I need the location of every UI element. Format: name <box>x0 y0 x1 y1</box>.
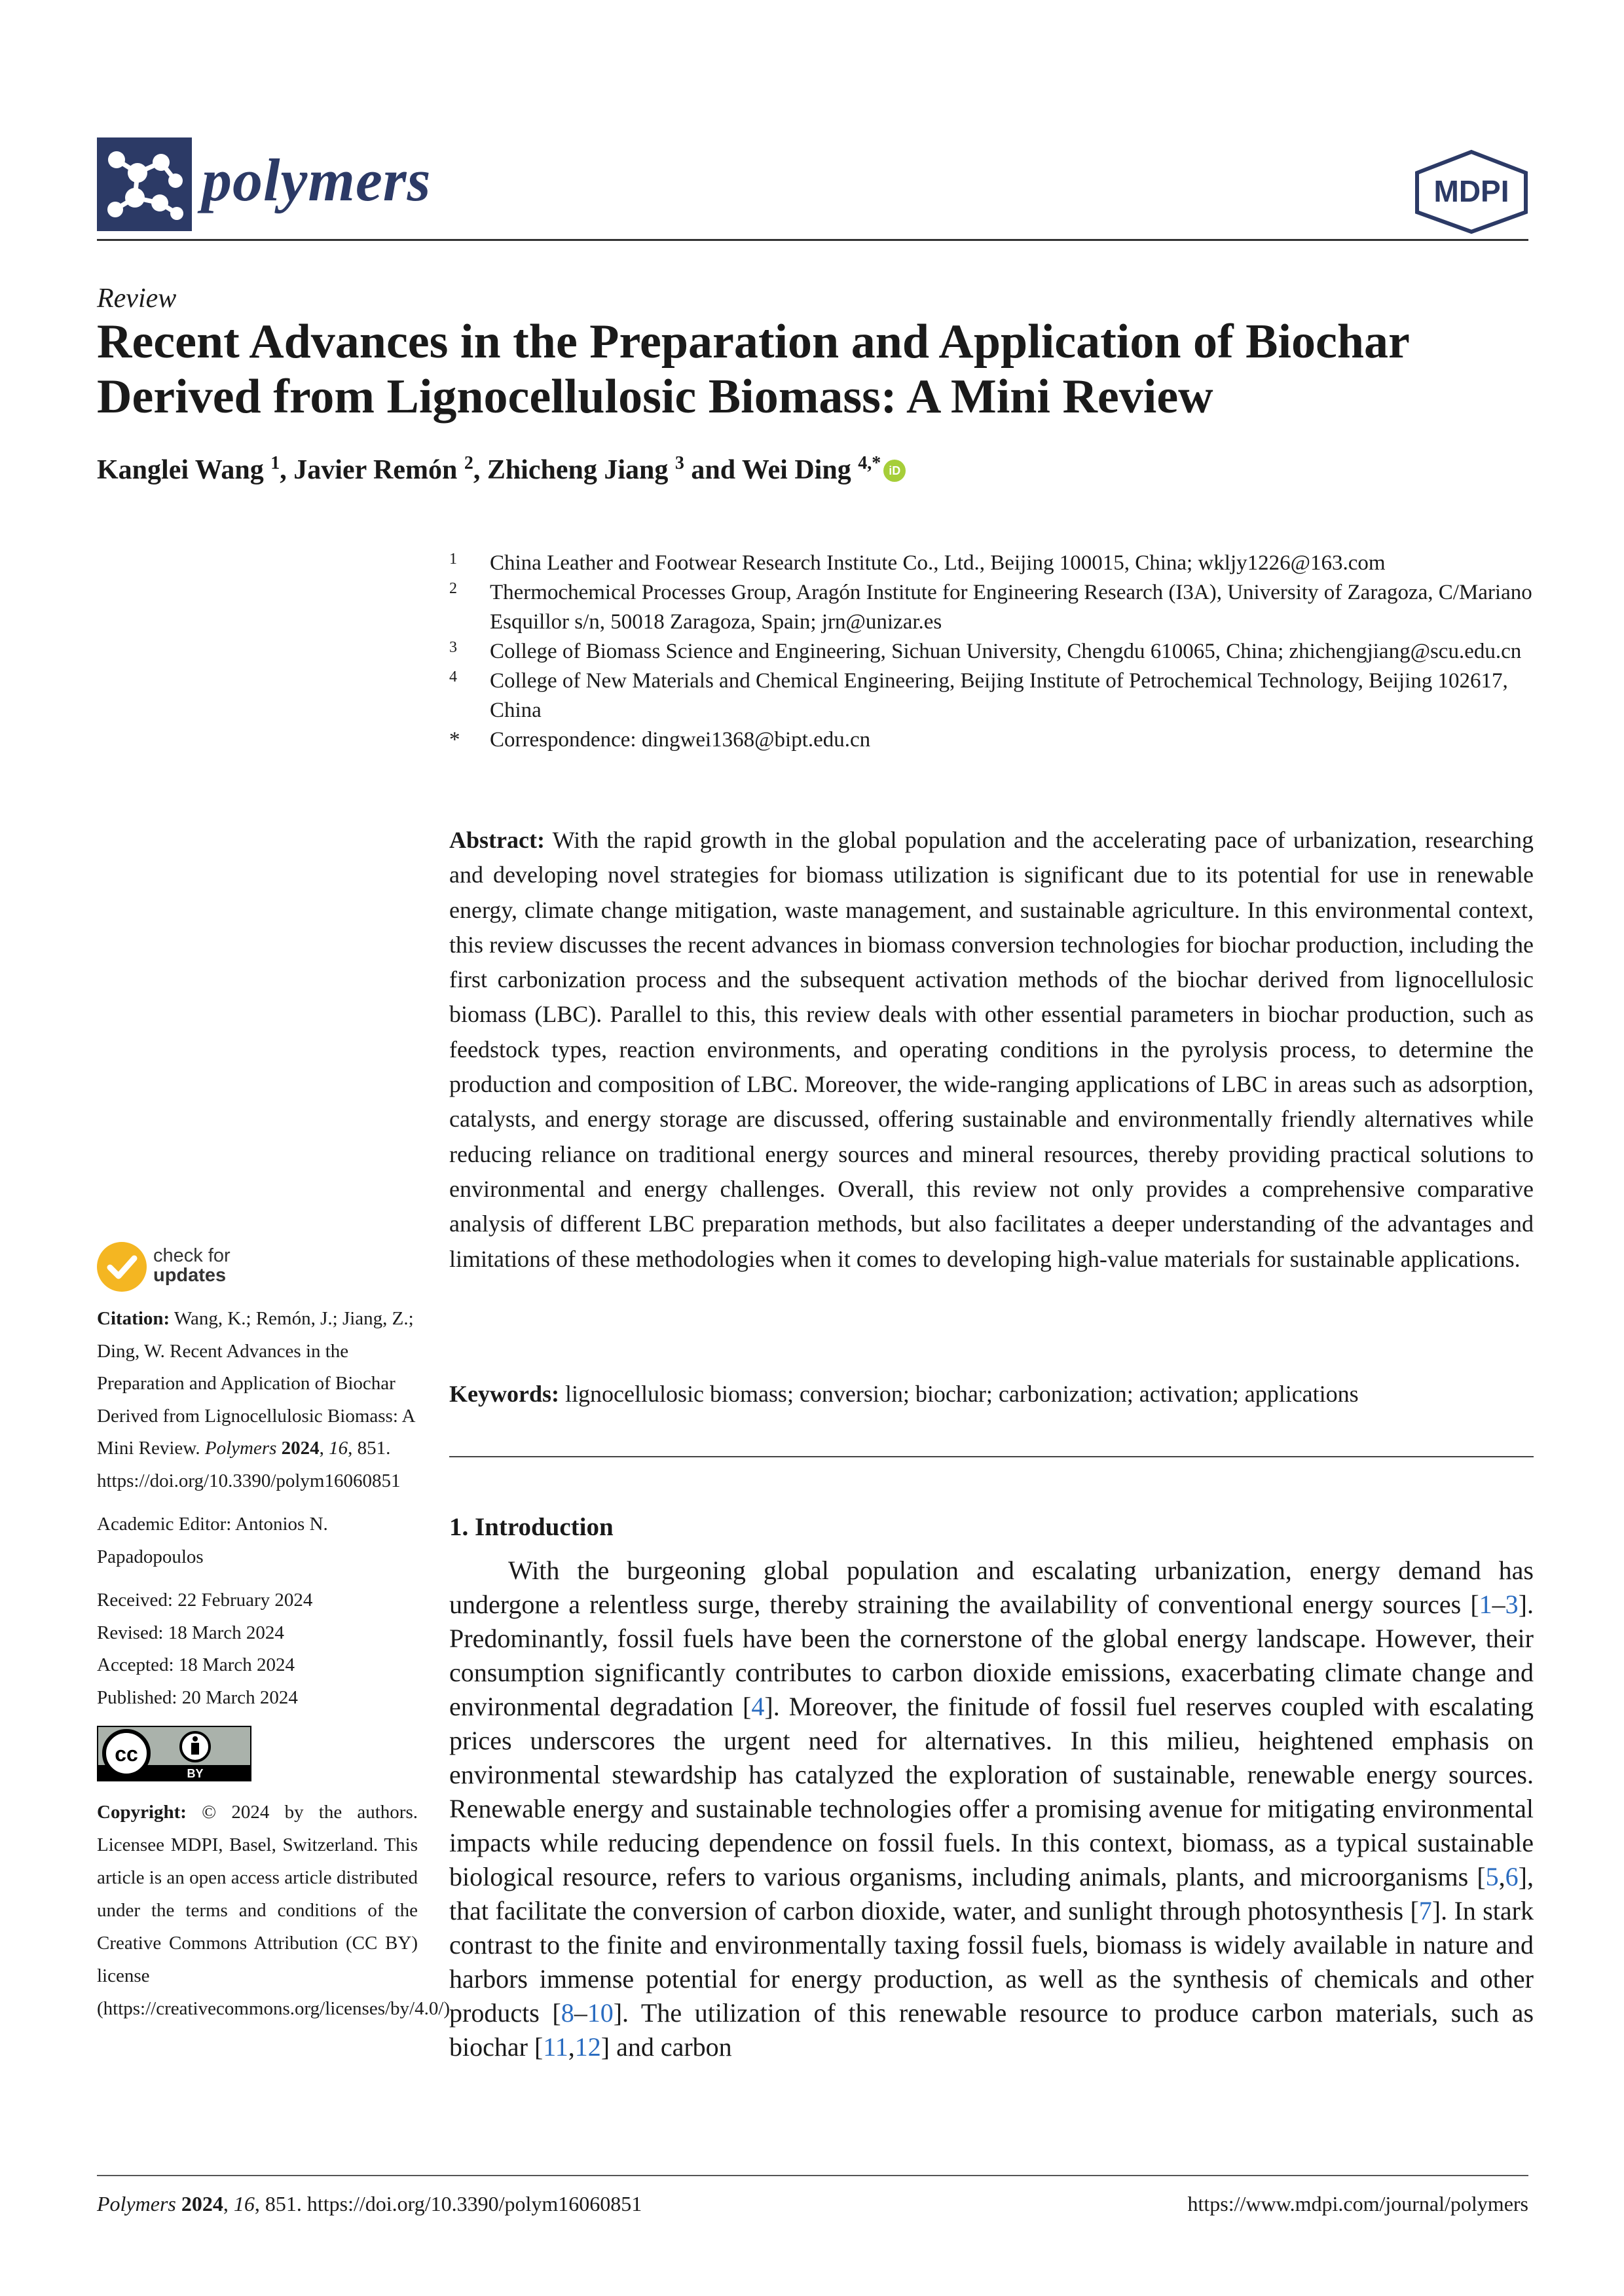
article-title <box>97 314 1538 424</box>
citation-year: 2024 <box>281 1438 320 1459</box>
author-affiliation-mark: 2 <box>464 453 473 473</box>
checkmark-icon <box>97 1242 147 1292</box>
keywords <box>449 1380 1534 1408</box>
footer-divider <box>97 2175 1528 2176</box>
copyright-notice <box>97 1796 455 2025</box>
reference-link[interactable]: 1 <box>1479 1590 1492 1619</box>
revised-date: Revised: 18 March 2024 <box>97 1622 284 1643</box>
author-affiliation-mark: 4,* <box>858 453 881 473</box>
affiliation-text: Thermochemical Processes Group, Aragón Institute for Engineering Research (I3A), University of Zaragoza, C/Mariano Esquillor s/n, 50018 Zaragoza, Spain; jrn@unizar.es <box>490 581 1532 634</box>
author-name[interactable]: Javier Remón <box>293 455 458 485</box>
affiliation-item <box>449 666 1534 725</box>
publication-dates <box>97 1584 418 1714</box>
citation: Citation: Wang, K.; Remón, J.; Jiang, Z.; Ding, W. Recent Advances in the Preparation and Application of Biochar Derived from Lignocellulosic Biomass: A Mini Review. Polymers 2024, 16, 851. https://doi.org/10.3390/polym16060851 <box>97 1308 415 1491</box>
article-type: Review <box>97 283 177 314</box>
reference-link[interactable]: 10 <box>587 1998 614 2028</box>
abstract-text: With the rapid growth in the global population and the accelerating pace of urbanization, researching and developing novel strategies for biomass utilization is significant due to its potential for use in renewable energy, climate change mitigation, waste management, and sustainable agriculture. In this environmental context, this review discusses the recent advances in biomass conversion technologies for biochar production, including the first carbonization process and the subsequent activation methods of the biochar derived from lignocellulosic biomass (LBC). Parallel to this, this review deals with other essential parameters in biochar production, such as feedstock types, reaction environments, and operating conditions in the pyrolysis process, to determine the production and composition of LBC. Moreover, the wide-ranging applications of LBC in areas such as adsorption, catalysts, and energy storage are discussed, offering sustainable and environmentally friendly alternatives while reducing reliance on traditional energy sources and mineral resources, thereby providing practical solutions to environmental and energy challenges. Overall, this review not only provides a comprehensive comparative analysis of different LBC preparation methods, but also facilitates a deeper understanding of the advantages and limitations of these methodologies when it comes to developing high-value materials for sustainable applications. <box>449 827 1534 1272</box>
affiliation-number: 3 <box>449 639 457 656</box>
reference-link[interactable]: 12 <box>574 2032 601 2062</box>
reference-link[interactable]: 3 <box>1505 1590 1519 1619</box>
author-name[interactable]: Zhicheng Jiang <box>487 455 669 485</box>
citation-label: Citation: <box>97 1308 170 1329</box>
footer-year: 2024 <box>181 2192 223 2215</box>
affiliation-number: 4 <box>449 668 457 685</box>
orcid-icon[interactable]: iD <box>883 460 906 482</box>
affiliation-text: China Leather and Footwear Research Institute Co., Ltd., Beijing 100015, China; wkljy1226@163.com <box>490 551 1386 575</box>
affiliation-item <box>449 578 1534 637</box>
author-separator: , <box>280 455 294 485</box>
published-date: Published: 20 March 2024 <box>97 1686 298 1708</box>
reference-link[interactable]: 5 <box>1485 1862 1499 1891</box>
received-date: Received: 22 February 2024 <box>97 1590 313 1611</box>
academic-editor-name: Antonios N. Papadopoulos <box>97 1514 328 1567</box>
license-type: BY <box>187 1767 204 1780</box>
reference-link[interactable]: 11 <box>543 2032 568 2062</box>
affiliation-number: 1 <box>449 551 457 568</box>
reference-link[interactable]: 7 <box>1418 1896 1432 1925</box>
publisher-name: MDPI <box>1433 174 1509 208</box>
academic-editor-label: Academic Editor: <box>97 1514 232 1535</box>
citation-doi-link[interactable]: , 851. https://doi.org/10.3390/polym16060851 <box>97 1438 401 1491</box>
accepted-date: Accepted: 18 March 2024 <box>97 1654 295 1675</box>
correspondence-mark: * <box>449 728 460 752</box>
footer-citation: Polymers 2024, 16, 851. https://doi.org/10.3390/polym16060851 <box>97 2192 642 2215</box>
footer-journal-url[interactable]: https://www.mdpi.com/journal/polymers <box>1187 2192 1528 2215</box>
affiliation-number: 2 <box>449 580 457 597</box>
check-updates-label <box>153 1246 231 1285</box>
affiliation-item <box>449 549 1534 578</box>
section-heading: 1. Introduction <box>449 1513 614 1541</box>
author-name[interactable]: Kanglei Wang <box>97 455 264 485</box>
journal-name: polymers <box>202 147 432 213</box>
citation-text: Wang, K.; Remón, J.; Jiang, Z.; Ding, W. Recent Advances in the Preparation and Application of Biochar Derived from Lignocellulosic Biomass: A Mini Review. <box>97 1308 415 1459</box>
author-affiliation-mark: 1 <box>270 453 280 473</box>
correspondence-text: Correspondence: dingwei1368@bipt.edu.cn <box>490 728 871 752</box>
affiliation-text: College of New Materials and Chemical Engineering, Beijing Institute of Petrochemical Technology, Beijing 102617, China <box>490 669 1508 722</box>
title-line-2: Derived from Lignocellulosic Biomass: A Mini Review <box>97 370 1213 424</box>
author-list <box>97 453 906 486</box>
polymers-logo-icon <box>97 137 192 231</box>
author-separator: and <box>684 455 742 485</box>
reference-link[interactable]: 4 <box>751 1692 765 1721</box>
correspondence-item <box>449 725 1534 755</box>
keywords-text: lignocellulosic biomass; conversion; biochar; carbonization; activation; applications <box>564 1381 1359 1407</box>
footer-journal: Polymers <box>97 2192 176 2215</box>
header-divider <box>97 239 1528 241</box>
check-for-updates-button[interactable] <box>97 1242 261 1298</box>
citation-journal: Polymers <box>204 1438 277 1459</box>
keywords-label: Keywords: <box>449 1381 559 1407</box>
svg-text:cc: cc <box>115 1742 138 1766</box>
copyright-label: Copyright: <box>97 1802 187 1823</box>
author-separator: , <box>473 455 487 485</box>
affiliations <box>449 549 1534 755</box>
reference-link[interactable]: 6 <box>1505 1862 1519 1891</box>
reference-link[interactable]: 8 <box>561 1998 574 2028</box>
footer-doi-link[interactable]: , 851. https://doi.org/10.3390/polym16060851 <box>254 2192 642 2215</box>
author-affiliation-mark: 3 <box>674 453 684 473</box>
check-updates-line-1: check for <box>153 1245 231 1266</box>
title-line-1: Recent Advances in the Preparation and Application of Biochar <box>97 315 1410 369</box>
footer-volume: 16 <box>233 2192 255 2215</box>
author-name[interactable]: Wei Ding <box>741 455 851 485</box>
academic-editor <box>97 1508 418 1573</box>
affiliation-text: College of Biomass Science and Engineering, Sichuan University, Chengdu 610065, China; zhichengjiang@scu.edu.cn <box>490 640 1522 663</box>
affiliation-item <box>449 637 1534 666</box>
section-divider <box>449 1456 1534 1457</box>
abstract <box>449 823 1534 1277</box>
introduction-paragraph: With the burgeoning global population and escalating urbanization, energy demand has undergone a relentless surge, thereby straining the availability of conventional energy sources [1–3]. Predominantly, fossil fuels have been the cornerstone of the global energy landscape. However, their consumption significantly contributes to carbon dioxide emissions, exacerbating climate change and environmental degradation [4]. Moreover, the finitude of fossil fuel reserves coupled with escalating prices underscores the urgent need for alternatives. In this milieu, heightened emphasis on environmental stewardship has catalyzed the exploration of sustainable, renewable energy sources. Renewable energy and sustainable technologies offer a promising avenue for mitigating environmental impacts while reducing dependence on fossil fuels. In this context, biomass, as a typical sustainable biological resource, refers to various organisms, including animals, plants, and microorganisms [5,6], that facilitate the conversion of carbon dioxide, water, and sunlight through photosynthesis [7]. In stark contrast to the finite and environmentally taxing fossil fuels, biomass is widely available in nature and harbors immense potential for energy production, as well as the synthesis of chemicals and other products [8–10]. The utilization of this renewable resource to produce carbon materials, such as biochar [11,12] and carbon <box>449 1556 1534 2062</box>
cc-by-license-icon[interactable] <box>97 1726 251 1781</box>
article-info-sidebar <box>97 1303 455 2025</box>
abstract-label: Abstract: <box>449 827 545 853</box>
check-updates-line-2: updates <box>153 1265 227 1286</box>
mdpi-logo-icon <box>1409 149 1534 234</box>
citation-volume: 16 <box>329 1438 348 1459</box>
copyright-text: © 2024 by the authors. Licensee MDPI, Basel, Switzerland. This article is an open access article distributed under the terms and conditions of the Creative Commons Attribution (CC BY) license (https://creativecommons.org/licenses/by/4.0/). <box>97 1802 455 2019</box>
